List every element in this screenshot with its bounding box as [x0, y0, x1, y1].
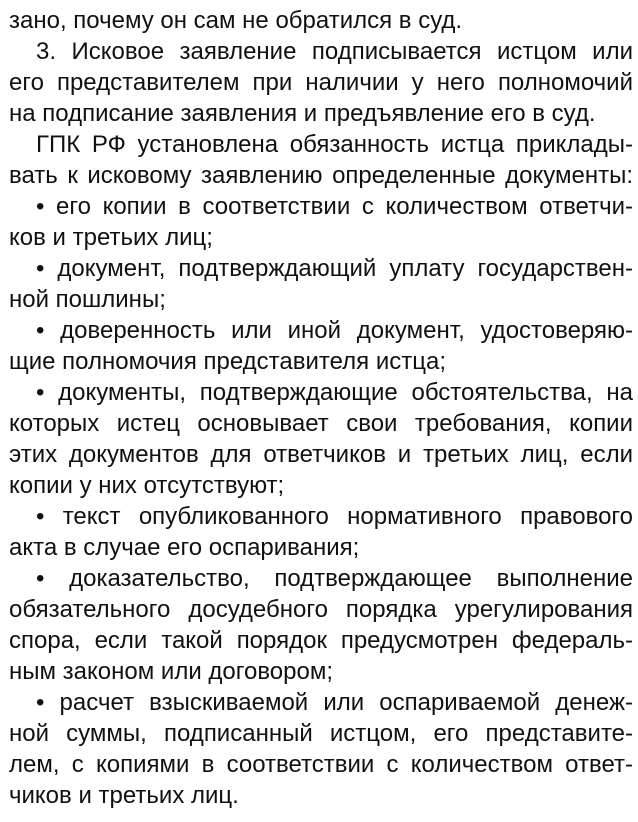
text-line: спора, если такой порядок предусмотрен федераль-	[9, 627, 633, 654]
text-line: которых истец основывает свои требования, копии	[9, 410, 633, 437]
text-line: лем, с копиями в соответствии с количеством ответ-	[9, 751, 633, 778]
text-line: ной суммы, подписанный истцом, его представите-	[9, 720, 633, 747]
text-line: ным законом или договором;	[9, 658, 334, 685]
text-line: ГПК РФ установлена обязанность истца приклады-	[36, 131, 633, 158]
text-line: ной пошлины;	[9, 286, 166, 313]
text-line: щие полномочия представителя истца;	[9, 348, 446, 375]
body-text	[9, 5, 633, 811]
text-line: вать к исковому заявлению определенные документы:	[9, 162, 633, 189]
text-line: • его копии в соответствии с количеством ответчи-	[36, 193, 633, 220]
text-line: на подписание заявления и предъявление его в суд.	[9, 100, 596, 127]
text-line: копии у них отсутствуют;	[9, 472, 285, 499]
text-line: чиков и третьих лиц.	[9, 782, 239, 809]
text-line: • доверенность или иной документ, удостоверяю-	[36, 317, 633, 344]
text-line: зано, почему он сам не обратился в суд.	[9, 7, 463, 34]
text-line: ков и третьих лиц;	[9, 224, 213, 251]
text-line: обязательного досудебного порядка урегулирования	[9, 596, 633, 623]
text-line: • документ, подтверждающий уплату государствен-	[36, 255, 633, 282]
text-line: • расчет взыскиваемой или оспариваемой денеж-	[36, 689, 633, 716]
text-line: его представителем при наличии у него полномочий	[9, 69, 633, 96]
text-line: • текст опубликованного нормативного правового	[36, 503, 633, 530]
text-line: • доказательство, подтверждающее выполнение	[36, 565, 633, 592]
text-line: этих документов для ответчиков и третьих лиц, если	[9, 441, 633, 468]
document-page	[9, 5, 633, 811]
text-line: акта в случае его оспаривания;	[9, 534, 360, 561]
text-line: 3. Исковое заявление подписывается истцом или	[36, 38, 633, 65]
text-line: • документы, подтверждающие обстоятельства, на	[36, 379, 633, 406]
